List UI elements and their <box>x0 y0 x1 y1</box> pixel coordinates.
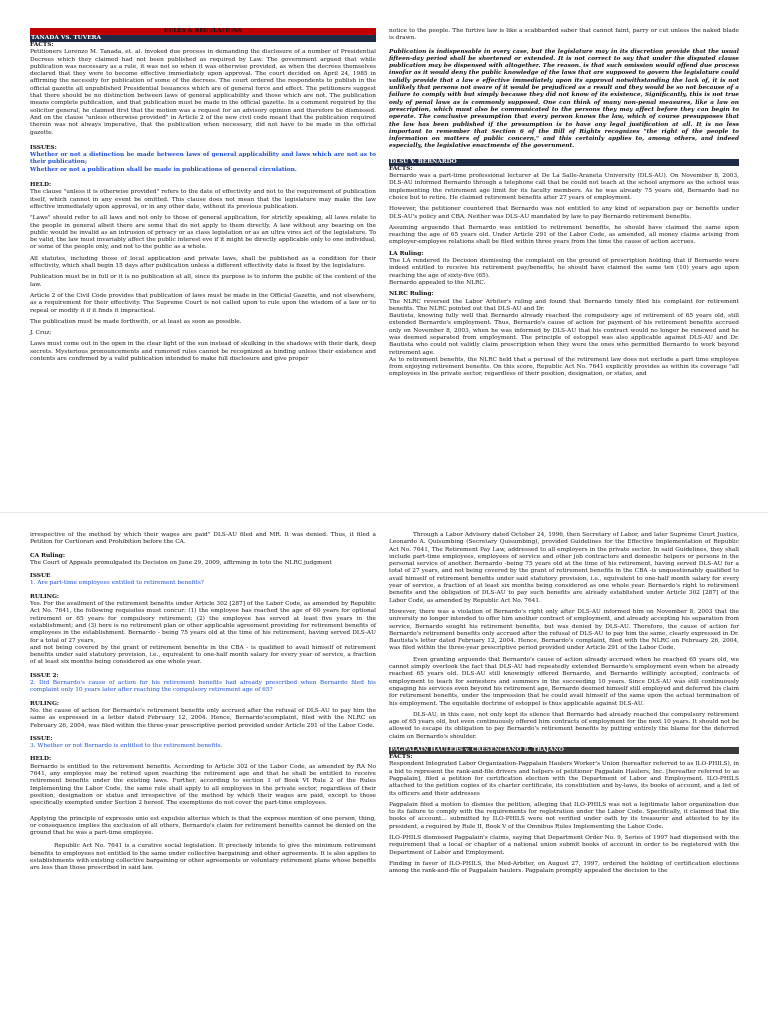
ruling-paragraph: No. the cause of action for Bernardo's retirement benefits only accrued after the refusal of DLS-AU to pay him the same as expressed in a letter dated February 12, 2004. Hence, Bernardo'scomplaint, filed with the NLRC on February 26, 2004, was filed within the three-year prescriptive period provided under Article 291 of the Labor Code. <box>30 707 376 729</box>
ra-7641-paragraph: Republic Act No. 7641 is a curative social legislation. It precisely intends to give the minimum retirement benefits to employees not entitled to the same under collective bargaining and other agreements. It is also applies to establishments with existing collective bargaining or other agreements or voluntary retirement plans whose benefits are less than those prescribed in said law. <box>30 843 376 872</box>
facts-paragraph: ILO-PHILS dismissed Pagpalain's claims, saying that Department Order No. 9, Series of 1997 had dispensed with the requirement that a local or chapter of a national union submit books of account in order to be registered with the Department of Labor and Employment. <box>389 834 739 856</box>
expressio-paragraph: Applying the principle of expressio unio est expulsio alterius which is that the express mention of one person, thing, or consequence implies the exclusion of all others, Bernardo's claim for retirement benefits cannot be denied on the ground that he was a part-time employee. <box>30 815 376 837</box>
held-paragraph: Publication must be in full or it is no publication at all, since its purpose is to inform the public of the content of the law. <box>30 274 376 288</box>
ca-ruling-heading: CA Ruling: <box>30 552 65 559</box>
held-paragraph: Article 2 of the Civil Code provides that publication of laws must be made in the Official Gazette, and not elsewhere, as a requirement for their effectivity. The Supreme Court is not called upon to rule upon the wisdom of a law or to repeal or modify it if it finds it impractical. <box>30 292 376 314</box>
continued-paragraph: notice to the people. The furtive law is like a scabbarded saber that cannot faint, parry or cut unless the naked blade is drawn. <box>389 28 739 42</box>
ruling-heading: RULING: <box>30 700 60 707</box>
ruling-paragraph: and not being covered by the grant of retirement benefits in the CBA - is qualified to avail himself of retirement benefits under said statutory provision, i.e., equivalent to one-half month salary for every year of service, a fraction of at least six months being considered as one whole year. <box>30 644 376 666</box>
case-title: PAGPALAIN HAULERS v. CRESENCIANO B. TRAJANO <box>389 747 739 754</box>
la-ruling-heading: LA Ruling: <box>389 250 424 257</box>
held-heading: HELD: <box>30 756 52 763</box>
cruz-paragraph: Laws must come out in the open in the clear light of the sun instead of skulking in the shadows with their dark, deep secrets. Mysterious pronouncements and rumored rules cannot be recognized as binding unless their existence and contents are confirmed by a valid publication intended to make full disclosure and give proper <box>30 341 376 362</box>
held-heading: HELD: <box>30 182 52 189</box>
facts-paragraph: Finding in favor of ILO-PHILS, the Med-Arbiter, on August 27, 1997, ordered the holding of certification elections among the rank-and-file of Pagpalain haulers. Pagpalain promptly appealed the decision to the <box>389 860 739 875</box>
issue-item: 2. Did Bernardo's cause of action for his retirement benefits had already prescribed when Bernardo filed his complaint only 10 years later after reaching the compulsory retirement age of 65? <box>30 680 376 694</box>
facts-paragraph: Petitioners Lorenzo M. Tanada, et. al. invoked due process in demanding the disclosure of a number of Presidential Decrees which they claimed had not been published as required by Law. The government argued that while publication was necessary as a rule, it was not so when it was otherwise provided, as when the decrees themselves declared that they were to become effective immediately upon approval. The court decided on April 24, 1985 in affirming the necessity for publication of some of the decrees. The court ordered the respondents to publish in the official gazette all unpublished Presidential Issuances which are of general force and effect. The petitioners suggest that there should be no distinction between laws of general applicability and those which are not. The publication means complete publication, and that publication must be made in the official gazette. In a comment required by the solicitor general, he claimed first that the motion was a request for an advisory opinion and therefore be dismissed. And on the clause "unless otherwise provided" in Article 2 of the new civil code meant that the publication required therein was not always imperative, that the publication when necessary, did not have to be made in the official gazette. <box>30 49 376 136</box>
issue-heading: ISSUE <box>30 573 51 580</box>
page-1-right-column <box>389 28 739 379</box>
page-1 <box>0 0 768 512</box>
la-appeal-line: Bernardo appealed to the NLRC. <box>389 279 486 286</box>
ca-ruling-paragraph: The Court of Appeals promulgated its Decision on June 29, 2009, affirming in toto the NLRC judgment <box>30 559 332 566</box>
issue-item: Whether or not a publication shall be made in publications of general circulation. <box>30 166 297 173</box>
issue-heading: ISSUE 2: <box>30 672 59 679</box>
issue-item: 3. Whether or not Bernardo is entitled to the retirement benefits. <box>30 743 223 750</box>
continued-paragraph: irrespective of the method by which their wages are paid" DLS-AU filed and MR. It was denied. Thus, it filed a Petition for Certiorari and Prohibition before the CA. <box>30 532 376 546</box>
nlrc-ruling-paragraph: Bautista, knowing fully well that Bernardo already reached the compulsory age of retirement of 65 years old, still extended Bernardo's employment. Thus, Bernardo's cause of action for payment of his retirement benefits accrued only on November 8, 2003, when he was informed by DLS-AU that his contract would no longer be renewed and he was deemed separated from employment. The principle of estoppel was also applicable against DLS-AU and Dr. Bautista who could not validly claim prescription when they were the ones who permitted Bernardo to work beyond retirement age. <box>389 313 739 356</box>
dlsau-paragraph: DLS-AU, in this case, not only kept its silence that Bernardo had already reached the compulsory retirement age of 65 years old, but even continuously offered him contracts of employment for the next 10 years. It should not be allowed to escape its obligation to pay Bernardo's retirement benefits by putting entirely the blame for the deferred claim on Bernardo's shoulder. <box>389 711 739 740</box>
facts-heading: FACTS: <box>389 754 413 761</box>
held-paragraph: All statutes, including those of local application and private laws, shall be published as a condition for their effectivity, which shall begin 15 days after publication unless a different effectivity date is fixed by the legislature. <box>30 255 376 270</box>
held-paragraph: The clause "unless it is otherwise provided" refers to the date of effectivity and not to the requirement of publication itself, which cannot in any event be omitted. This clause does not mean that the legislature may make the law effective immediately upon approval, or in any other date, without its previous publication. <box>30 189 376 210</box>
page-2-right-column <box>389 532 739 879</box>
facts-paragraph: Bernardo was a part-time professional lecturer at De La Salle-Araneta University (DLS-AU). On November 8, 2003, DLS-AU informed Bernardo through a telephone call that he could not teach at the school anymore as the school was implementing the retirement age limit for its faculty members. As he was already 75 years old, Bernardo had no choice but to retire. He claimed retirement benefits after 27 years of employment. <box>389 173 739 201</box>
section-banner: RULES & REGULATIONS <box>30 28 376 35</box>
italic-quote: Publication is indispensable in every case, but the legislature may in its discretion provide that the usual fifteen-day period shall be shortened or extended. It is not correct to say that under the disputed clause publication may be dispensed with altogether. The reason. is that such omission would offend due process insofar as it would deny the public knowledge of the laws that are supposed to govern the legislature could validly provide that a law e effective immediately upon its approval notwithstanding the lack of, it is not unlikely that persons not aware of it would be prejudiced as a result and they would be so not because of a failure to comply with but simply because they did not know of its existence, Significantly, this is not true only of penal laws as is commonly supposed. One can think of many non-penal measures, like a law on prescription, which must also be communicated to the persons they may affect before they can begin to operate. The conclusive presumption that every person knows the law, which of course presupposes that the law has been published if the presumption is to have any legal justification at all. It is no less important to remember that Section 6 of the Bill of Rights recognizes "the right of the people to information on matters of public concern," and this certainly applies to, among others, and indeed especially, the legislative enactments of the government. <box>389 48 739 150</box>
estoppel-paragraph: Even granting arguendo that Bernardo's cause of action already accrued when he reached 65 years old, we cannot simply overlook the fact that DLS-AU had repeatedly extended Bernardo's employment even when he already reached 65 years old. DLS-AU still knowingly offered Bernardo, and Bernardo willingly accepted, contracts of employment to teach for semesters and summers in the succeeding 10 years. Since DLS-AU was still continuously engaging his services even beyond his retirement age, Bernardo deemed himself still employed and deferred his claim for retirement benefits, under the impression that he could avail himself of the same upon the actual termination of his employment. The equitable doctrine of estoppel is thus applicable against DLS-AU. <box>389 656 739 707</box>
facts-paragraph: Respondent Integrated Labor Organization-Pagpalain Haulers Worker's Union (hereafter referred to as ILO-PHILS), in a bid to represent the rank-and-file drivers and helpers of petitioner Pagpalain Haulers, Inc. [hereafter referred to as Pagpalain], filed a petition for certification election with the Department of Labor and Employment. ILO-PHILS attached to the petition copies of its charter certificate, its constitution and by-laws, its books of account, and a list of its officers and their addresses <box>389 761 739 797</box>
case-title: DLSU V. BERNARDO <box>389 159 739 166</box>
ruling-paragraph: Yes. For the availment of the retirement benefits under Article 302 [287] of the Labor Code, as amended by Republic Act No. 7641, the following requisites must concur: (1) the employee has reached the age of 60 years for optional retirement or 65 years for compulsory retirement; (2) the employee has served at least five years in the establishment; and (3) here is no retirement plan or other applicable agreement providing for retirement benefits of employees in the establishment. Bernardo - being 75 years old at the time of his retirement, having served DLS-AU for a total of 27 years, <box>30 601 376 644</box>
nlrc-ruling-heading: NLRC Ruling: <box>389 291 434 298</box>
page-2-left-column <box>30 532 376 877</box>
held-paragraph: "Laws" should refer to all laws and not only to those of general application, for strictly speaking, all laws relate to the people in general albeit there are some that do not apply to them directly. A law without any bearing on the public would be invalid as an intrusion of privacy or as class legislation or as an ultra vires act of the legislature. To be valid, the law must invariably affect the public interest eve if it might be directly applicable only to one individual, or some of the people only, and not to the public as a whole. <box>30 215 376 251</box>
facts-paragraph: However, the petitioner countered that Bernardo was not entitled to any kind of separation pay or benefits under DLS-AU's policy and CBA. Neither was DLS-AU mandated by law to pay Bernardo retirement benefits. <box>389 206 739 220</box>
ruling-heading: RULING: <box>30 593 60 600</box>
issue-heading: ISSUE: <box>30 735 53 742</box>
issue-item: 1. Are part-time employees entitled to retirement benefits? <box>30 580 204 587</box>
facts-heading: FACTS: <box>389 165 413 172</box>
facts-paragraph: Pagpalain filed a motion to dismiss the petition, alleging that ILO-PHILS was not a legitimate labor organization due to its failure to comply with the requirements for registration under the Labor Code. Specifically, it claimed that the books of account... submitted by ILO-PHILS were not verified under oath by its treasurer and attested to by its president, a required by Rule II, Book V of the Omnibus Rules Implementing the Labor Code. <box>389 801 739 830</box>
held-paragraph: Bernardo is entitled to the retirement benefits. According to Article 302 of the Labor Code, as amended by RA No 7641, any employee may be retired upon reaching the retirement age and that he shall be entitled to receive retirement benefits under the existing laws. Further, according to section 1 of Book VI Rule 2 of the Rules Implementing the Labor Code, the same rule shall apply to all employees in the private sector, regardless of their position, designation or status and irrespective of the method by which their wages are paid, except to those specifically exempted under Section 2 hereof. The exemptions do not cover the part-time employees. <box>30 763 376 807</box>
however-paragraph: However, there was a violation of Bernardo's right only after DLS-AU informed him on November 8, 2003 that the university no longer intended to offer him another contract of employment, and already accepting his separation from service, Bernardo sought his retirement benefits, but was denied by DLS-AU. Therefore, the cause of action for Bernardo's retirement benefits only accrued after the refusal of DLS-AU to pay him the same, clearly expressed in Dr. Bautista's letter dated February 12, 2004. Hence, Bernardo's complaint, filed with the NLRC on February 26, 2004, was filed within the three-year prescriptive period provided under Article 291 of the Labor Code. <box>389 608 739 652</box>
cruz-label: J. Cruz: <box>30 330 52 337</box>
facts-heading: FACTS: <box>30 42 54 48</box>
page-1-left-column <box>30 28 376 367</box>
case-title: TANADA VS. TUVERA <box>30 35 376 42</box>
held-paragraph: The publication must be made forthwith, or at least as soon as possible. <box>30 318 242 325</box>
nlrc-ruling-paragraph: As to retirement benefits, the NLRC held that a perusal of the retirement law does not exclude a part time employee from enjoying retirement benefits. On this score, Republic Act No. 7641 explicitly provides as within its coverage "all employees in the private sector, regardless of their position, designation, or status, and <box>389 356 739 378</box>
facts-paragraph: Assuming arguendo that Bernardo was entitled to retirement benefits, he should have claimed the same upon reaching the age of 65 years old. Under Article 291 of the Labor Code, as amended, all money claims arising from employer-employee relations shall be filed within three years from the time the cause of action accrues. <box>389 224 739 246</box>
issue-item: Whether or not a distinction be made between laws of general applicability and laws which are not as to their publication; <box>30 152 376 166</box>
issues-heading: ISSUES: <box>30 144 57 151</box>
nlrc-ruling-paragraph: The NLRC reversed the Labor Arbiter's ruling and found that Bernardo timely filed his complaint for retirement benefits. The NLRC pointed out that DLS-AU and Dr. <box>389 298 739 312</box>
la-ruling-paragraph: The LA rendered its Decision dismissing the complaint on the ground of prescription holding that if Bernardo were indeed entitled to receive his retirement pay/benefits, he should have claimed the same ten (10) years ago upon reaching the age of sixty-five (65). <box>389 258 739 279</box>
labor-advisory-paragraph: Through a Labor Advisory dated October 24, 1996, then Secretary of Labor, and later Supreme Court Justice, Leonardo A. Quisumbing (Secretary Quisumbing), provided Guidelines for the Effective Implementation of Republic Act No. 7641, The Retirement Pay Law, addressed to all employers in the private sector. In said Guidelines, they shall include part-time employees, employees of service and other job contractors and domestic helpers or persons in the personal service of another. Bernardo -being 75 years old at the time of his retirement, having served DLS-AU for a total of 27 years, and not being covered by the grant of retirement benefits in the CBA -is unquestionably qualified to avail himself of retirement benefits under said statutory provision, i.e., equivalent to one-half month salary for every year of service, a fraction of at least six months being considered as one whole year. Bernardo's right to retirement benefits and the obligation of DLS-AU to pay such benefits are already established under Article 302 [287] of the Labor Code, as amended by Republic Act No. 7641. <box>389 532 739 604</box>
